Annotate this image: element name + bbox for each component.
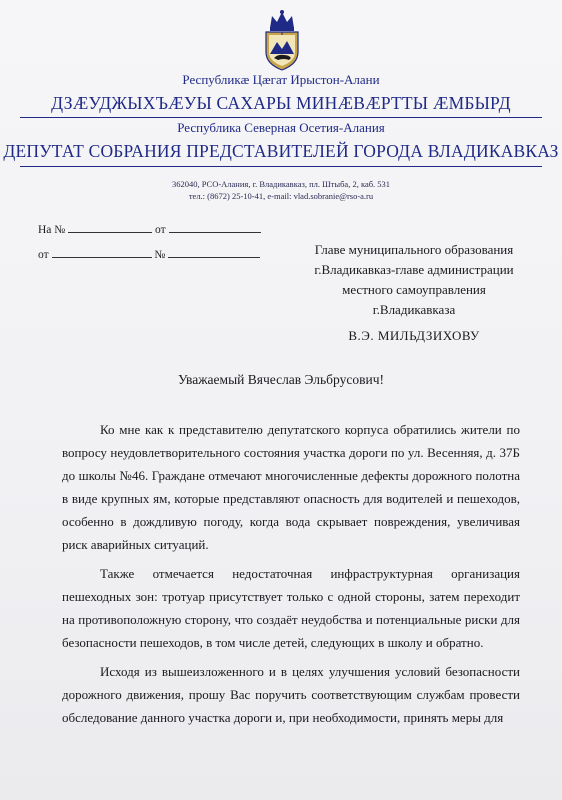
registration-number-blank-2: [168, 246, 260, 258]
body-paragraph-2: Также отмечается недостаточная инфраструктурная организация пешеходных зон: тротуар присутствует только с одной стороны, затем переходит на противоположную сторону, что создаёт неудобства и потенциальные риски для безопасности пешеходов, в том числе детей, следующих в школу и обратно.: [62, 566, 520, 650]
header-title-ossetian: ДЗӔУДЖЫХЪӔУЫ САХАРЫ МИНӔВӔРТТЫ ӔМБЫРД: [51, 93, 511, 113]
registration-na-label: На №: [38, 224, 66, 236]
registration-line-incoming: [38, 221, 261, 236]
registration-line-outgoing: [38, 246, 260, 261]
registration-date-blank: [169, 221, 261, 233]
body-paragraph-3: Исходя из вышеизложенного и в целях улучшения условий безопасности дорожного движения, прошу Вас поручить соответствующим службам провести обследование данного участка дороги и, при необходимости, принять меры для: [62, 664, 520, 725]
addressee-block: [295, 240, 533, 320]
registration-no-label-2: №: [154, 249, 166, 261]
body-paragraph-1: Ко мне как к представителю депутатского корпуса обратились жители по вопросу неудовлетворительного состояния участка дороги по ул. Весенняя, д. 37Б до школы №46. Граждане отмечают многочисленные дефекты дорожного полотна в виде крупных ям, которые представляют опасность для водителей и пешеходов, особенно в дождливую погоду, когда вода скрывает повреждения, увеличивая риск аварийных ситуаций.: [62, 422, 520, 552]
addressee-line-1: Главе муниципального образования: [314, 242, 514, 257]
header-divider-bottom: [20, 166, 542, 167]
letter-body: [62, 418, 520, 735]
header-republic-russian: Республика Северная Осетия-Алания: [177, 120, 385, 135]
header-contacts: тел.: (8672) 25-10-41, e-mail: vlad.sobranie@rso-a.ru: [188, 191, 374, 201]
header-title-russian: ДЕПУТАТ СОБРАНИЯ ПРЕДСТАВИТЕЛЕЙ ГОРОДА ВЛАДИКАВКАЗ: [3, 141, 559, 161]
header-address: 362040, РСО-Алания, г. Владикавказ, пл. Штыба, 2, каб. 531: [171, 179, 391, 189]
registration-number-blank: [68, 221, 152, 233]
registration-ot-label-2: от: [38, 249, 49, 261]
header-divider-top: [20, 117, 542, 118]
header-republic-ossetian: Республикӕ Цӕгат Ирыстон-Алани: [182, 72, 380, 87]
coat-of-arms-icon: [260, 8, 304, 72]
addressee-line-2: г.Владикавказ-главе администрации: [314, 262, 514, 277]
addressee-line-4: г.Владикавказа: [372, 302, 456, 317]
greeting: Уважаемый Вячеслав Эльбрусович!: [178, 372, 384, 387]
registration-ot-label: от: [155, 224, 166, 236]
addressee-line-3: местного самоуправления: [342, 282, 486, 297]
addressee-name: В.Э. МИЛЬДЗИХОВУ: [348, 328, 480, 343]
registration-date-blank-2: [52, 246, 152, 258]
